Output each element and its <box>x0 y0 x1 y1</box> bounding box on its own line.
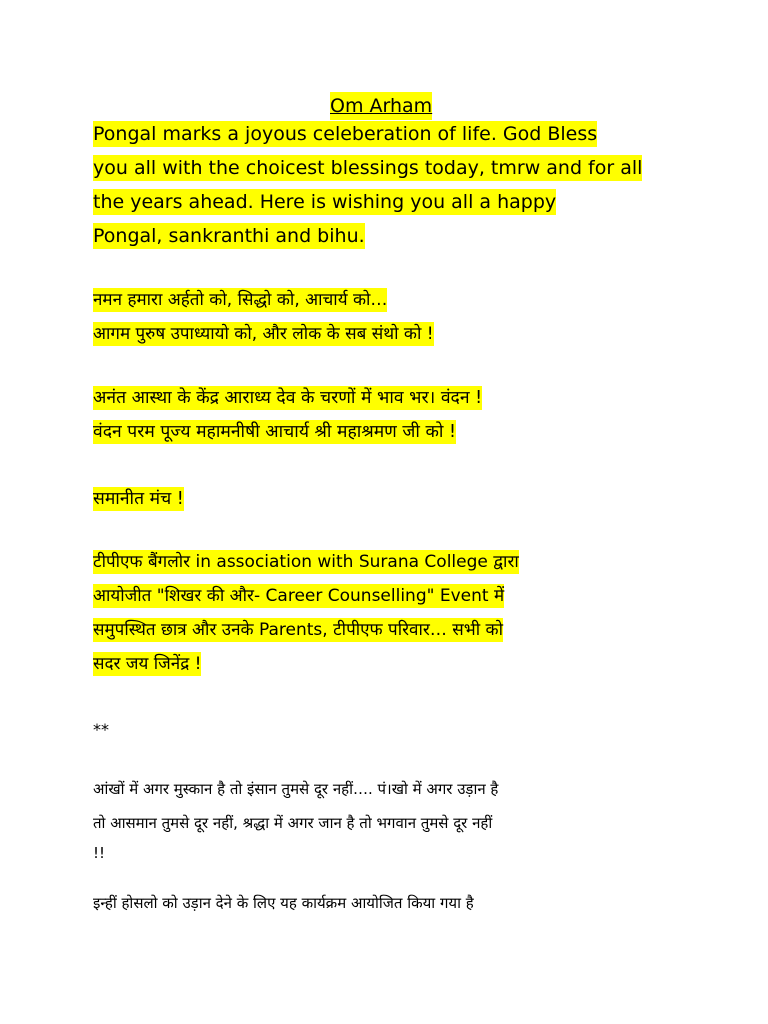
vandan-text-1: अनंत आस्था के केंद्र आराध्य देव के चरणों में भाव भर। वंदन ! <box>93 388 483 408</box>
quote-line-3: !! <box>93 844 106 862</box>
greeting-text-1: Pongal marks a joyous celeberation of life. God Bless <box>93 123 598 145</box>
event-line-2 <box>93 583 504 611</box>
greeting-line-1 <box>93 121 597 149</box>
greeting-text-3: the years ahead. Here is wishing you all a happy <box>93 191 557 213</box>
vandan-line-2 <box>93 419 456 447</box>
event-line-4 <box>93 651 201 679</box>
namana-line-1 <box>93 287 387 315</box>
separator: ** <box>93 720 109 739</box>
event-text-1: टीपीएफ बैंगलोर in association with Surana College द्वारा <box>93 552 519 572</box>
event-line-1 <box>93 549 519 577</box>
greeting-line-3 <box>93 189 556 217</box>
quote-line-2: तो आसमान तुमसे दूर नहीं, श्रद्धा में अगर जान है तो भगवान तुमसे दूर नहीं <box>93 814 493 832</box>
greeting-line-2 <box>93 155 642 183</box>
samanit-line <box>93 486 184 514</box>
greeting-line-4 <box>93 223 365 251</box>
event-line-3 <box>93 617 503 645</box>
document-title: Om Arham <box>330 92 432 120</box>
event-text-3: समुपस्थित छात्र और उनके Parents, टीपीएफ परिवार… सभी को <box>93 620 503 640</box>
namana-line-2 <box>93 321 434 349</box>
quote-line-1: आंखों में अगर मुस्कान है तो इंसान तुमसे दूर नहीं…. पं।खो में अगर उड़ान है <box>93 780 499 798</box>
samanit-text: समानीत मंच ! <box>93 489 184 509</box>
namana-text-1: नमन हमारा अर्हतो को, सिद्धो को, आचार्य को… <box>93 290 388 310</box>
vandan-text-2: वंदन परम पूज्य महामनीषी आचार्य श्री महाश्रमण जी को ! <box>93 422 457 442</box>
event-text-4: सदर जय जिनेंद्र ! <box>93 654 202 674</box>
vandan-line-1 <box>93 385 482 413</box>
event-text-2: आयोजीत "शिखर की और- Career Counselling" Event में <box>93 586 505 606</box>
greeting-text-4: Pongal, sankranthi and bihu. <box>93 225 365 247</box>
namana-text-2: आगम पुरुष उपाध्यायो को, और लोक के सब संथो को ! <box>93 324 434 344</box>
closing-line: इन्हीं होसलो को उड़ान देने के लिए यह कार्यक्रम आयोजित किया गया है <box>93 894 474 912</box>
greeting-text-2: you all with the choicest blessings today, tmrw and for all <box>93 157 643 179</box>
